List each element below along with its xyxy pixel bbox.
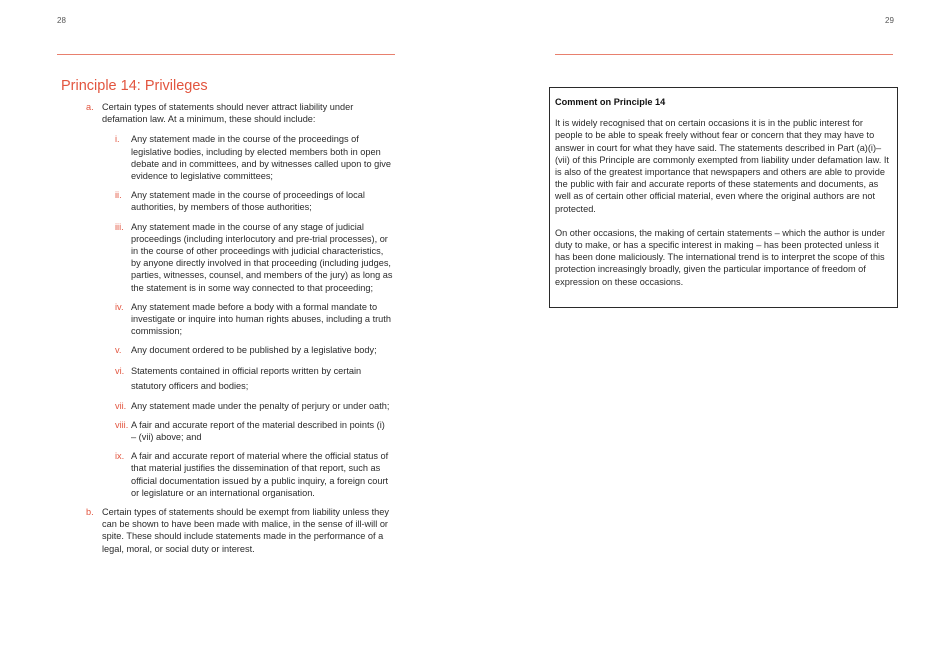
text-line: Any statement made before a body with a formal mandate to [131, 301, 378, 312]
list-item-b [86, 506, 406, 555]
privileges-list [86, 101, 406, 555]
comment-box [549, 87, 898, 308]
text-line: the statement is in some way connected to that proceeding; [131, 282, 374, 293]
text-line: Any document ordered to be published by a legislative body; [131, 345, 377, 356]
text-line: statutory officers and bodies; [131, 381, 249, 392]
subitem-marker: vi. [115, 365, 125, 376]
text-line: legal, moral, or social duty or interest. [102, 543, 255, 554]
subitem-vii [115, 400, 406, 412]
subitem-marker: v. [115, 345, 122, 356]
subitem-iii [115, 221, 406, 294]
text-line: – (vii) above; and [131, 432, 202, 443]
text-line: can be shown to have been made with malice, in the sense of ill-will or [102, 519, 388, 530]
subitem-marker: iii. [115, 221, 124, 232]
text-line: by anyone directly involved in that proceeding (including judges, [131, 258, 391, 269]
comment-title: Comment on Principle 14 [555, 97, 666, 107]
text-line: or legislature or an international organisation. [131, 487, 315, 498]
text-line: Any statement made in the course of the proceedings of [131, 134, 359, 145]
text-line: in the course of other proceedings with judicial characteristics, [131, 246, 384, 257]
sublist [115, 133, 406, 499]
text-line: authorities, by members of those authorities; [131, 202, 312, 213]
header-rule-left [57, 54, 395, 55]
text-line: spite. These should include statements made in the performance of a [102, 531, 384, 542]
subitem-i [115, 133, 406, 182]
text-line: proceedings (including interlocutory and pre-trial processes), or [131, 233, 388, 244]
text-line: Any statement made under the penalty of perjury or under oath; [131, 400, 390, 411]
subitem-viii [115, 419, 406, 443]
subitem-marker: i. [115, 134, 120, 145]
text-line: Any statement made in the course of any stage of judicial [131, 221, 364, 232]
text-line: Certain types of statements should never attract liability under [102, 102, 354, 112]
list-marker: a. [86, 102, 94, 112]
text-line: that material justifies the dissemination of that report, such as [131, 463, 381, 474]
section-title: Principle 14: Privileges [61, 78, 208, 94]
page-number-right: 29 [885, 16, 894, 25]
subitem-marker: ii. [115, 190, 122, 201]
text-line: Any statement made in the course of proceedings of local [131, 190, 365, 201]
subitem-marker: vii. [115, 400, 127, 411]
subitem-iv [115, 301, 406, 338]
subitem-v [115, 344, 406, 356]
text-line: evidence to legislative committees; [131, 171, 273, 182]
text-line: Certain types of statements should be exempt from liability unless they [102, 507, 389, 518]
text-line: Statements contained in official reports written by certain [131, 365, 362, 376]
text-line: A fair and accurate report of material where the official status of [131, 451, 389, 462]
text-line: debate and in committees, and by witnesses called upon to give [131, 158, 391, 169]
comment-paragraph: It is widely recognised that on certain occasions it is in the public interest for people to be able to speak freely without fear or concern that they may have to answer in court for what they have said. The statements described in Part (a)(i)–(vii) of this Principle are commonly exempted from liability under defamation law. It is also of the greatest importance that newspapers and others are able to provide the public with fair and accurate reports of these statements and documents, as well as of certain other official material, even where the original authors are not protected. [555, 118, 889, 214]
list-item-text [102, 506, 406, 555]
list-item-text [102, 101, 406, 125]
subitem-ii [115, 189, 406, 213]
page-number-left: 28 [57, 16, 66, 25]
text-line: commission; [131, 326, 183, 337]
list-item-a [86, 101, 406, 499]
text-line: legislative bodies, including by elected members both in open [131, 146, 381, 157]
subitem-ix [115, 450, 406, 499]
subitem-marker: iv. [115, 301, 124, 312]
text-line: A fair and accurate report of the material described in points (i) [131, 419, 385, 430]
subitem-vi [115, 364, 406, 395]
text-line: defamation law. At a minimum, these should include: [102, 114, 316, 125]
text-line: parties, witnesses, counsel, and members of the jury) as long as [131, 270, 393, 281]
text-line: official documentation issued by a public inquiry, a foreign court [131, 475, 389, 486]
subitem-marker: ix. [115, 451, 125, 462]
list-marker: b. [86, 507, 94, 518]
subitem-marker: viii. [115, 419, 129, 430]
text-line: investigate or inquire into human rights abuses, including a truth [131, 314, 391, 325]
header-rule-right [555, 54, 893, 55]
comment-paragraph: On other occasions, the making of certain statements – which the author is under duty to make, or has a specific interest in making – has been protected unless it has been done maliciously. The international trend is to interpret the scope of this protection increasingly broadly, given the particular importance of freedom of expression on these occasions. [555, 227, 885, 287]
